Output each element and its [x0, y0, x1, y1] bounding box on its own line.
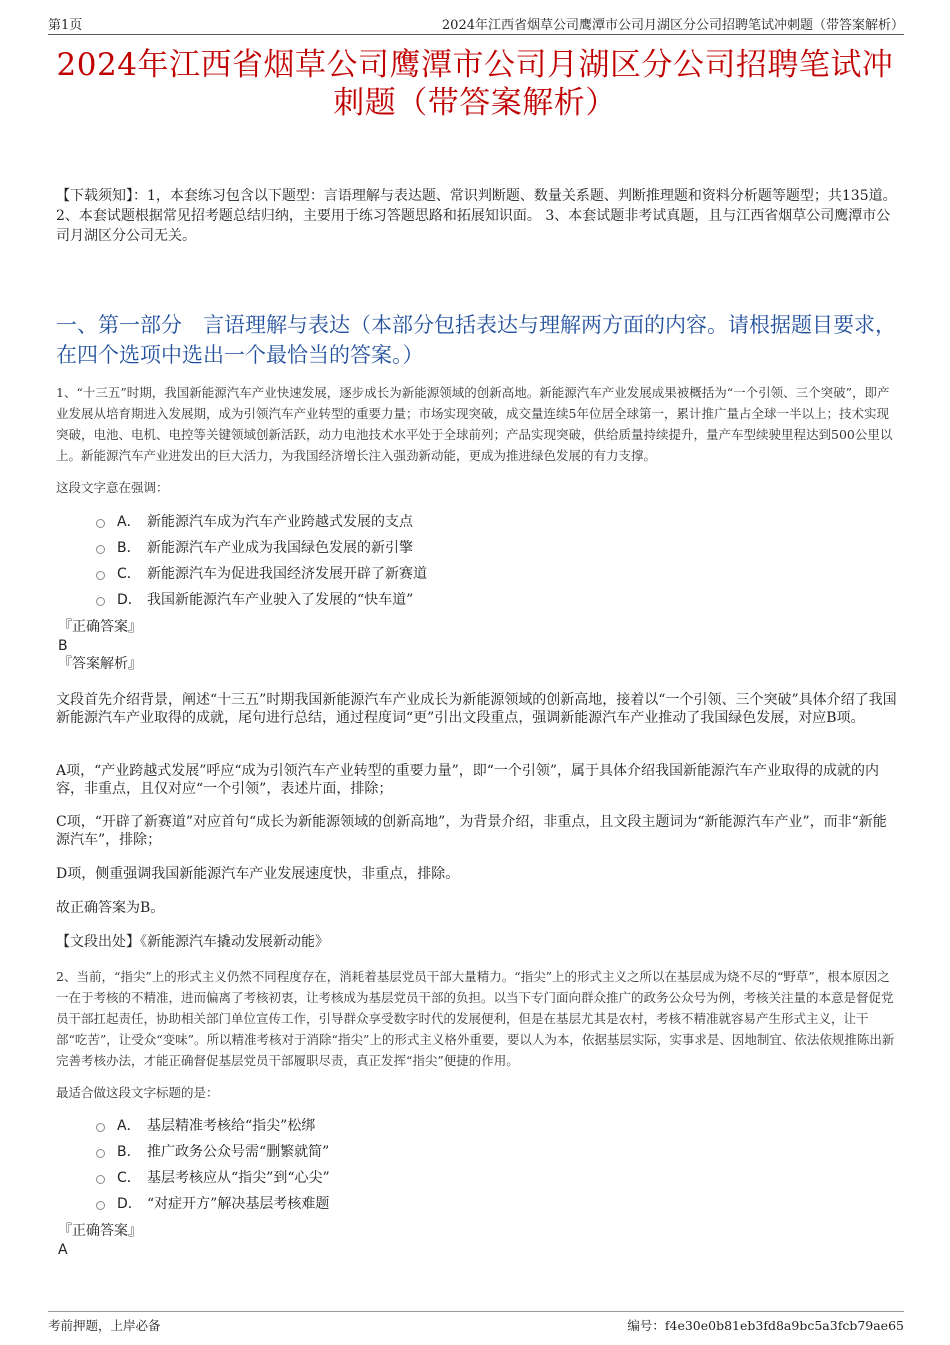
header-doc-title: 2024年江西省烟草公司鹰潭市公司月湖区分公司招聘笔试冲刺题（带答案解析）	[441, 18, 904, 33]
source-citation: 【文段出处】《新能源汽车撬动发展新动能》	[56, 934, 329, 950]
question-1-prompt: 这段文字意在强调：	[56, 480, 169, 495]
option-d[interactable]: D． 我国新能源汽车产业驶入了发展的“快车道”	[96, 586, 427, 612]
radio-button[interactable]	[96, 545, 105, 554]
analysis-paragraph: 故正确答案为B。	[56, 900, 165, 916]
radio-button[interactable]	[96, 1123, 105, 1132]
question-2-text: 2、当前，“指尖”上的形式主义仍然不同程度存在，消耗着基层党员干部大量精力。“指尖”上的形式主义之所以在基层成为烧不尽的“野草”，根本原因之一在于考核的不精准，进而偏离了考核初衷，让考核成为基层党员干部的负担。以当下专门面向群众推广的政务公众号为例，考核关注量的本意是督促党员干部扛起责任，协助相关部门单位宣传工作，引导群众享受数字时代的发展便利，但是在基层尤其是农村，考核不精准就容易产生形式主义，让干部“吃苦”，让受众“变味”。所以精准考核对于消除“指尖”上的形式主义格外重要，要以人为本，依据基层实际，实事求是、因地制宜、依法依规推陈出新完善考核办法，才能正确督促基层党员干部履职尽责，真正发挥“指尖”便捷的作用。	[56, 969, 895, 1068]
page-number: 第1页	[48, 18, 83, 33]
option-c[interactable]: C． 基层考核应从“指尖”到“心尖”	[96, 1164, 330, 1190]
analysis-paragraph: C项，“开辟了新赛道”对应首句“成长为新能源领域的创新高地”，为背景介绍，非重点，且文段主题词为“新能源汽车产业”，而非“新能源汽车”，排除；	[56, 814, 887, 848]
radio-button[interactable]	[96, 1149, 105, 1158]
question-1-text: 1、“十三五”时期，我国新能源汽车产业快速发展，逐步成长为新能源领域的创新高地。新能源汽车产业发展成果被概括为“一个引领、三个突破”，即产业发展从培育期进入发展期，成为引领汽车产业转型的重要力量；市场实现突破，成交量连续5年位居全球第一，累计推广量占全球一半以上；技术实现突破，电池、电机、电控等关键领域创新活跃，动力电池技术水平处于全球前列；产品实现突破，供给质量持续提升，量产车型续驶里程达到500公里以上。新能源汽车产业进发出的巨大活力，为我国经济增长注入强劲新动能，更成为推进绿色发展的有力支撑。	[56, 385, 893, 463]
question-1-options	[96, 508, 427, 612]
answer-label: 『正确答案』	[58, 1223, 142, 1239]
option-a[interactable]: A． 新能源汽车成为汽车产业跨越式发展的支点	[96, 508, 427, 534]
answer-value: A	[58, 1242, 68, 1258]
radio-button[interactable]	[96, 597, 105, 606]
analysis-paragraph: D项，侧重强调我国新能源汽车产业发展速度快，非重点，排除。	[56, 866, 460, 882]
footer-document-id: 编号：f4e30e0b81eb3fd8a9bc5a3fcb79ae65	[627, 1318, 904, 1333]
radio-button[interactable]	[96, 571, 105, 580]
page-header	[48, 14, 904, 35]
question-2-prompt: 最适合做这段文字标题的是：	[56, 1085, 219, 1100]
option-a[interactable]: A． 基层精准考核给“指尖”松绑	[96, 1112, 330, 1138]
answer-label: 『正确答案』	[58, 619, 142, 635]
section-heading: 一、第一部分 言语理解与表达（本部分包括表达与理解两方面的内容。请根据题目要求，在四个选项中选出一个最恰当的答案。）	[56, 313, 896, 367]
footer-slogan: 考前押题，上岸必备	[48, 1318, 161, 1333]
option-b[interactable]: B． 推广政务公众号需“删繁就简”	[96, 1138, 330, 1164]
analysis-label: 『答案解析』	[58, 656, 142, 672]
answer-value: B	[58, 638, 68, 654]
analysis-paragraph: 文段首先介绍背景，阐述“十三五”时期我国新能源汽车产业成长为新能源领域的创新高地，接着以“一个引领、三个突破”具体介绍了我国新能源汽车产业取得的成就，尾句进行总结，通过程度词“更”引出文段重点，强调新能源汽车产业推动了我国绿色发展，对应B项。	[56, 692, 897, 726]
question-2-options	[96, 1112, 330, 1216]
question-2	[56, 966, 898, 1071]
analysis-paragraph: A项，“产业跨越式发展”呼应“成为引领汽车产业转型的重要力量”，即“一个引领”，属于具体介绍我国新能源汽车产业取得的成就的内容，非重点，且仅对应“一个引领”，表述片面，排除；	[56, 763, 880, 797]
option-c[interactable]: C． 新能源汽车为促进我国经济发展开辟了新赛道	[96, 560, 427, 586]
page-footer	[48, 1311, 904, 1335]
option-d[interactable]: D． “对症开方”解决基层考核难题	[96, 1190, 330, 1216]
radio-button[interactable]	[96, 1175, 105, 1184]
download-notice: 【下载须知】：1，本套练习包含以下题型：言语理解与表达题、常识判断题、数量关系题、判断推理题和资料分析题等题型；共135道。 2、本套试题根据常见招考题总结归纳，主要用于练习答题思路和拓展知识面。 3、本套试题非考试真题，且与江西省烟草公司鹰潭市公司月湖区分公司无关。	[56, 188, 897, 244]
radio-button[interactable]	[96, 1201, 105, 1210]
option-b[interactable]: B． 新能源汽车产业成为我国绿色发展的新引擎	[96, 534, 427, 560]
radio-button[interactable]	[96, 519, 105, 528]
question-1	[56, 382, 898, 466]
document-title: 2024年江西省烟草公司鹰潭市公司月湖区分公司招聘笔试冲刺题（带答案解析）	[56, 47, 894, 121]
